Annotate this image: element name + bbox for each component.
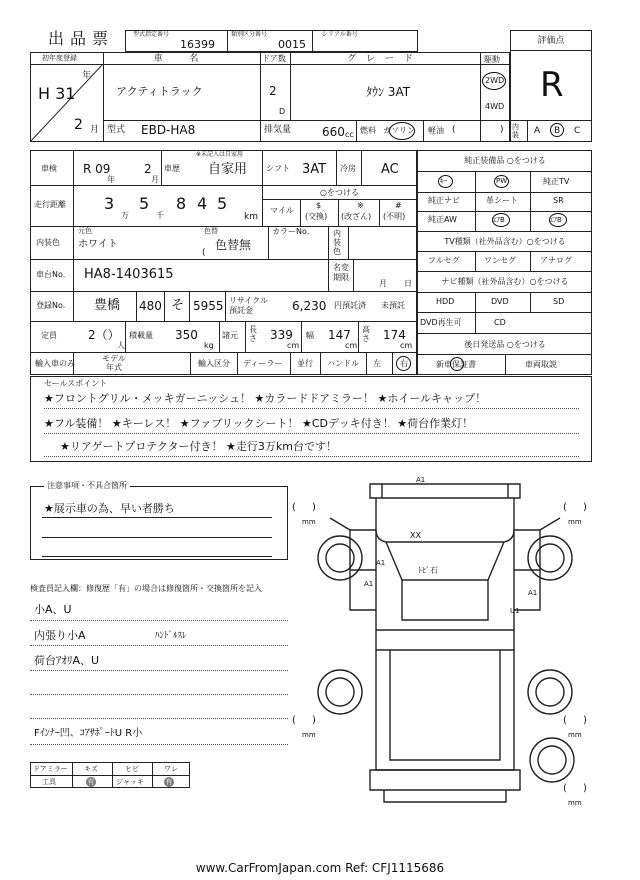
interior-grade: B xyxy=(554,126,561,136)
dmg-right: A1 xyxy=(528,589,538,597)
grade: ﾀｳﾝ 3AT xyxy=(366,85,411,99)
notes-box xyxy=(30,486,288,560)
drive-2wd: 2WD xyxy=(485,76,505,85)
color-change: 色替無 xyxy=(215,238,252,252)
dmg-left-1: A1 xyxy=(376,559,386,567)
notes-line-1: ★展示車の為、早い者勝ち xyxy=(44,502,175,515)
model-no: 16399 xyxy=(180,38,215,51)
dmg-windshield: XX xyxy=(410,531,421,540)
doors-label: ドア数 xyxy=(262,54,286,63)
first-reg-month: 2 xyxy=(74,117,83,133)
width: 147 xyxy=(328,328,351,342)
handle-side: 右 xyxy=(400,359,408,368)
car-name: アクティトラック xyxy=(116,85,203,98)
drive-4wd: 4WD xyxy=(485,102,505,111)
first-reg-era: H 31 xyxy=(38,84,76,103)
mileage-digit-1: 3 xyxy=(104,194,115,213)
jack-yes-mark: 有 xyxy=(165,778,173,786)
mileage-digit-3: 8 xyxy=(176,194,187,213)
inspector-item-3: 荷台ｱｵﾘA、U xyxy=(34,654,100,667)
interior-color-vert: 内装色 xyxy=(333,229,341,256)
inspector-item-2: 内張り小A xyxy=(34,629,86,642)
capacity: 2（） xyxy=(88,328,120,342)
footer-reference: www.CarFromJapan.com Ref: CFJ1115686 xyxy=(195,861,445,875)
drive-label: 駆動 xyxy=(484,55,500,64)
doors: 2 xyxy=(269,84,277,98)
plate-city: 豊橋 xyxy=(94,298,121,313)
length: 339 xyxy=(270,328,293,342)
load-capacity: 350 xyxy=(175,328,198,342)
plate-number: 5955 xyxy=(193,299,224,313)
fuel-value: ガソリン xyxy=(383,126,415,135)
form-title: 出品票 xyxy=(48,29,115,48)
mileage-digit-5: 5 xyxy=(217,194,228,213)
class-no-label: 類別区分番号 xyxy=(231,31,268,38)
sales-line-1: ★フロントグリル・メッキガーニッシュ！ ★カラードドアミラー！ ★ホイールキャップ！ xyxy=(44,392,487,405)
height: 174 xyxy=(383,328,406,342)
dmg-left-2: A1 xyxy=(364,580,374,588)
inspector-item-1: 小A、U xyxy=(34,603,72,616)
sales-point-label: セールスポイント xyxy=(44,379,108,388)
shift: 3AT xyxy=(302,162,327,177)
dmg-stone-chip: ﾄﾋﾞ石 xyxy=(418,566,438,575)
mileage-digit-4: 4 xyxy=(197,194,208,213)
dmg-right-under: U1 xyxy=(510,607,520,615)
sales-line-3: ★リアゲートプロテクター付き！ ★走行3万km台です！ xyxy=(60,440,337,453)
car-name-label: 車 名 xyxy=(153,54,211,64)
air-conditioner: AC xyxy=(381,162,399,177)
serial-label: シリアル番号 xyxy=(322,31,358,38)
chassis-number: HA8-1403615 xyxy=(84,267,174,282)
plate-kana: そ xyxy=(171,298,185,313)
usage-category: 自家用 xyxy=(208,162,248,177)
class-no: 0015 xyxy=(278,38,306,51)
displacement: 660 xyxy=(322,125,345,139)
first-reg-label: 初年度登録 xyxy=(42,54,77,62)
original-color: ホワイト xyxy=(78,239,118,250)
vehicle-damage-diagram xyxy=(290,470,600,820)
score-label: 評価点 xyxy=(537,36,565,46)
recycle-amount: 6,230 xyxy=(292,299,327,313)
model-code: EBD-HA8 xyxy=(141,123,196,137)
shaken-month: 2 xyxy=(144,162,152,176)
shaken-expiry: R 09 xyxy=(83,162,111,176)
score-value: R xyxy=(540,65,564,105)
model-no-label: 型式指定番号 xyxy=(133,31,170,38)
tool-yes-mark: 有 xyxy=(87,778,95,786)
grade-label: グレード xyxy=(346,54,424,64)
inspector-label: 検査員記入欄：修復歴「有」の場合は修復箇所・交換箇所を記入 xyxy=(30,584,262,593)
sales-line-2: ★フル装備！ ★キーレス！ ★ファブリックシート！ ★CDデッキ付き！ ★荷台作業灯！ xyxy=(44,417,474,430)
handle-note: ﾊﾝﾄﾞﾙｽﾚ xyxy=(155,631,187,641)
mileage-digit-2: 5 xyxy=(139,194,150,213)
plate-class: 480 xyxy=(139,299,162,313)
dmg-front-bumper: A1 xyxy=(416,476,426,484)
inspector-item-5: Fｲﾝﾅｰ凹、ｺｱｻﾎﾟｰﾄU R小 xyxy=(34,728,143,739)
